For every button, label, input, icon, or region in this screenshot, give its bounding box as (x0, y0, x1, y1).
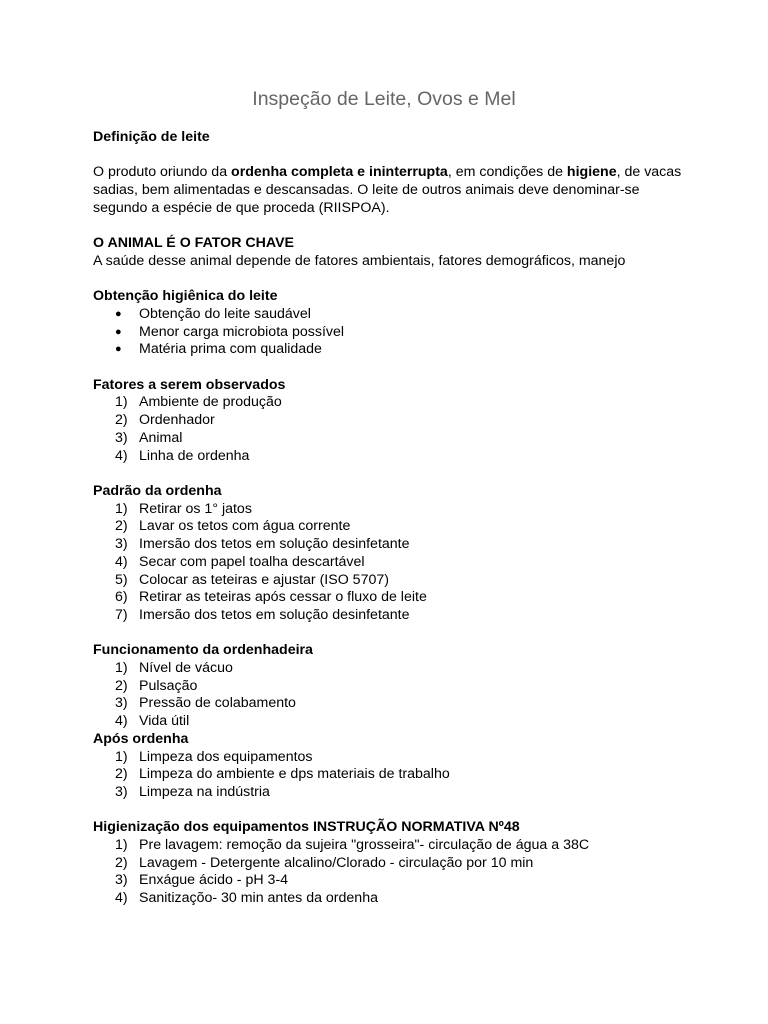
list-item: 6) Retirar as teteiras após cessar o fluxo de leite (115, 589, 427, 606)
list-item: 1) Nível de vácuo (115, 660, 233, 676)
list-item: 3) Enxágue ácido - pH 3-4 (115, 872, 289, 889)
list-item: 4) Sanitizaçõo- 30 min antes da ordenha (115, 890, 378, 907)
numbered-list-funcionamento (93, 660, 683, 731)
list-item: 4) Vida útil (115, 713, 190, 730)
heading-definicao: Definição de leite (93, 129, 210, 145)
numbered-list-apos (93, 749, 683, 802)
heading-apos: Após ordenha (93, 730, 189, 747)
list-item: 1) Limpeza dos equipamentos (115, 748, 313, 765)
list-item: 2) Pulsação (115, 677, 198, 694)
heading-higienizacao: Higienização dos equipamentos INSTRUÇÃO NORMATIVA Nº48 (93, 819, 520, 836)
heading-animal: O ANIMAL É O FATOR CHAVE (93, 235, 294, 252)
list-item: 2) Lavar os tetos com água corrente (115, 518, 351, 535)
numbered-list-padrao (93, 501, 683, 625)
list-item: 4) Linha de ordenha (115, 447, 250, 464)
list-item: 3) Pressão de colabamento (115, 695, 296, 712)
bullet-icon: ● (115, 343, 122, 356)
heading-funcionamento: Funcionamento da ordenhadeira (93, 642, 313, 659)
bullet-list-obtencao (93, 306, 683, 359)
heading-padrao: Padrão da ordenha (93, 482, 222, 499)
paragraph-animal: A saúde desse animal depende de fatores ambientais, fatores demográficos, manejo (93, 252, 626, 269)
list-item: 1) Ambiente de produção (115, 394, 282, 411)
list-item: 1) Pre lavagem: remoção da sujeira "grosseira"- circulação de água a 38C (115, 837, 590, 854)
numbered-list-fatores (93, 394, 683, 465)
list-item: ● Matéria prima com qualidade (115, 341, 322, 358)
list-item: 2) Lavagem - Detergente alcalino/Clorado - circulação por 10 min (115, 854, 534, 871)
list-item: 3) Imersão dos tetos em solução desinfetante (115, 536, 410, 553)
list-item: 4) Secar com papel toalha descartável (115, 553, 365, 570)
list-item: 3) Animal (115, 429, 183, 446)
heading-obtencao: Obtenção higiênica do leite (93, 288, 278, 305)
list-item: 5) Colocar as teteiras e ajustar (ISO 5707) (115, 571, 389, 588)
list-item: 2) Ordenhador (115, 412, 215, 429)
document-title: Inspeção de Leite, Ovos e Mel (252, 88, 516, 110)
document-body (93, 129, 683, 908)
list-item: ● Obtenção do leite saudável (115, 305, 311, 322)
bullet-icon: ● (115, 325, 122, 338)
list-item: 7) Imersão dos tetos em solução desinfetante (115, 606, 410, 623)
list-item: 2) Limpeza do ambiente e dps materiais de trabalho (115, 766, 450, 783)
numbered-list-higienizacao (93, 837, 683, 908)
list-item: 1) Retirar os 1° jatos (115, 500, 252, 517)
bullet-icon: ● (115, 307, 122, 320)
list-item: ● Menor carga microbiota possível (115, 323, 345, 340)
list-item: 3) Limpeza na indústria (115, 783, 270, 800)
paragraph-definicao: O produto oriundo da ordenha completa e ininterrupta, em condições de higiene, de vacas sadias, bem alimentadas e descansadas. O leite de outros animais deve denominar-se segundo a espécie de que proceda (RIISPOA). (93, 164, 682, 216)
heading-fatores: Fatores a serem observados (93, 376, 286, 393)
